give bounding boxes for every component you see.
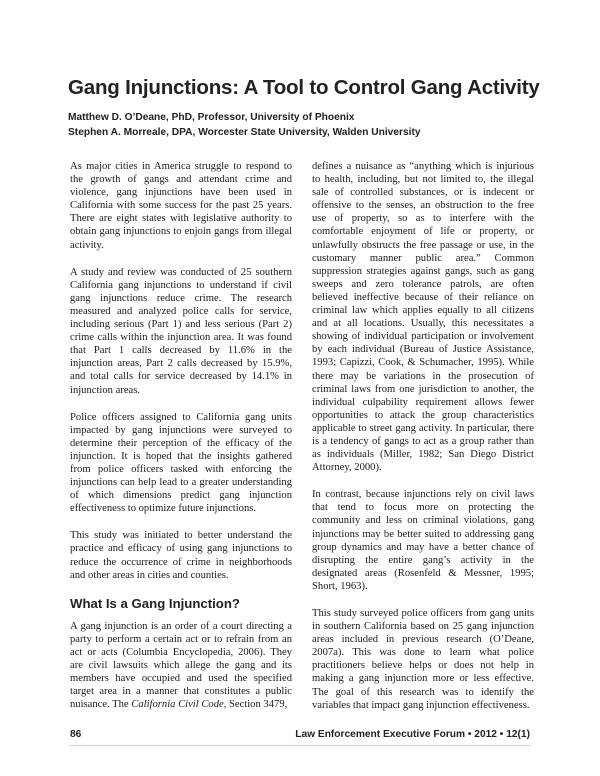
body-paragraph: Police officers assigned to California gang units impacted by gang injunctions were surveyed to determine their perception of the efficacy of the injunction. It is hoped that the insights gathered from police officers tasked with enforcing the injunctions can help lead to a greater understanding of which dimensions predict gang injunction effectiveness to optimize future injunctions. [70,411,292,515]
body-paragraph: As major cities in America struggle to respond to the growth of gangs and attendant crime and violence, gang injunctions have been used in California with some success for the past 25 years. There are eight states with legislative authority to obtain gang injunctions to enjoin gangs from illegal activity. [70,161,292,251]
page-number: 86 [70,729,82,740]
body-paragraph: A study and review was conducted of 25 southern California gang injunctions to understand if civil gang injunctions reduce crime. The research measured and analyzed police calls for service, including serious (Part 1) and less serious (Part 2) crime calls within the injunction area. It was found that Part 1 calls decreased by 11.6% in the injunction areas, Part 2 calls decreased by 15.9%, and total calls for service decreased by 14.1% in injunction areas. [70,266,292,396]
journal-citation: Law Enforcement Executive Forum • 2012 • 12(1) [295,729,530,740]
author-list [68,110,548,140]
body-paragraph: defines a nuisance as “anything which is injurious to health, including, but not limited to, the illegal sale of controlled substances, or is indecent or offensive to the senses, an obstruction to the free use of property, so as to interfere with the comfortable enjoyment of life or property, or unlawfully obstructs the free passage or use, in the customary manner public area.” Common suppression strategies against gangs, such as gang sweeps and zero tolerance patrols, are often believed ineffective because of their reliance on criminal law which applies equally to all citizens and at all locations. Usually, this necessitates a showing of individual participation or involvement by each individual (Bureau of Justice Assistance, 1993; Capizzi, Cook, & Schumacher, 1995). While there may be variations in the prosecution of criminal laws from one jurisdiction to another, the individual culpability requirement allows fewer opportunities to attack the group characteristics applicable to street gang activity. In particular, there is a tendency of gangs to act as a group rather than as individuals (Miller, 1982; San Diego District Attorney, 2000). [312,161,534,474]
body-paragraph: In contrast, because injunctions rely on civil laws that tend to focus more on protecting the community and less on criminal violations, gang injunctions may be better suited to addressing gang group dynamics and may have a better chance of disrupting the entire gang’s activity in the designated areas (Rosenfeld & Messner, 1995; Short, 1963). [312,489,534,592]
paragraph-text-end: , Section 3479, [223,699,288,711]
right-column [312,160,534,726]
body-paragraph: This study surveyed police officers from gang units in southern California based on 25 gang injunction areas included in previous research (O’Deane, 2007a). This was done to learn what police practitioners believe helps or does not help in making a gang injunction more or less effective. The goal of this research was to identify the variables that impact gang injunction effectiveness. [312,608,534,711]
left-column [70,160,292,725]
body-paragraph [70,620,292,712]
section-heading: What Is a Gang Injunction? [70,595,240,611]
italic-citation: California Civil Code [131,699,224,711]
page-footer [70,729,530,743]
paragraph-text-start: A gang injunction is an order of a court directing a party to perform a certain act or to refrain from an act or acts (Columbia Encyclopedia, 2006). They are civil lawsuits which allege the gang and its members have occupied and used the specified target area in a manner that constitutes a public nuisance. The [70,620,292,711]
author-line-2: Stephen A. Morreale, DPA, Worcester State University, Walden University [68,127,421,138]
footer-divider [70,745,530,746]
body-paragraph: This study was initiated to better understand the practice and efficacy of using gang injunctions to reduce the occurrence of crime in neighborhoods and other areas in cities and counties. [70,530,292,581]
article-title: Gang Injunctions: A Tool to Control Gang Activity [68,76,540,99]
author-line-1: Matthew D. O’Deane, PhD, Professor, University of Phoenix [68,112,355,123]
